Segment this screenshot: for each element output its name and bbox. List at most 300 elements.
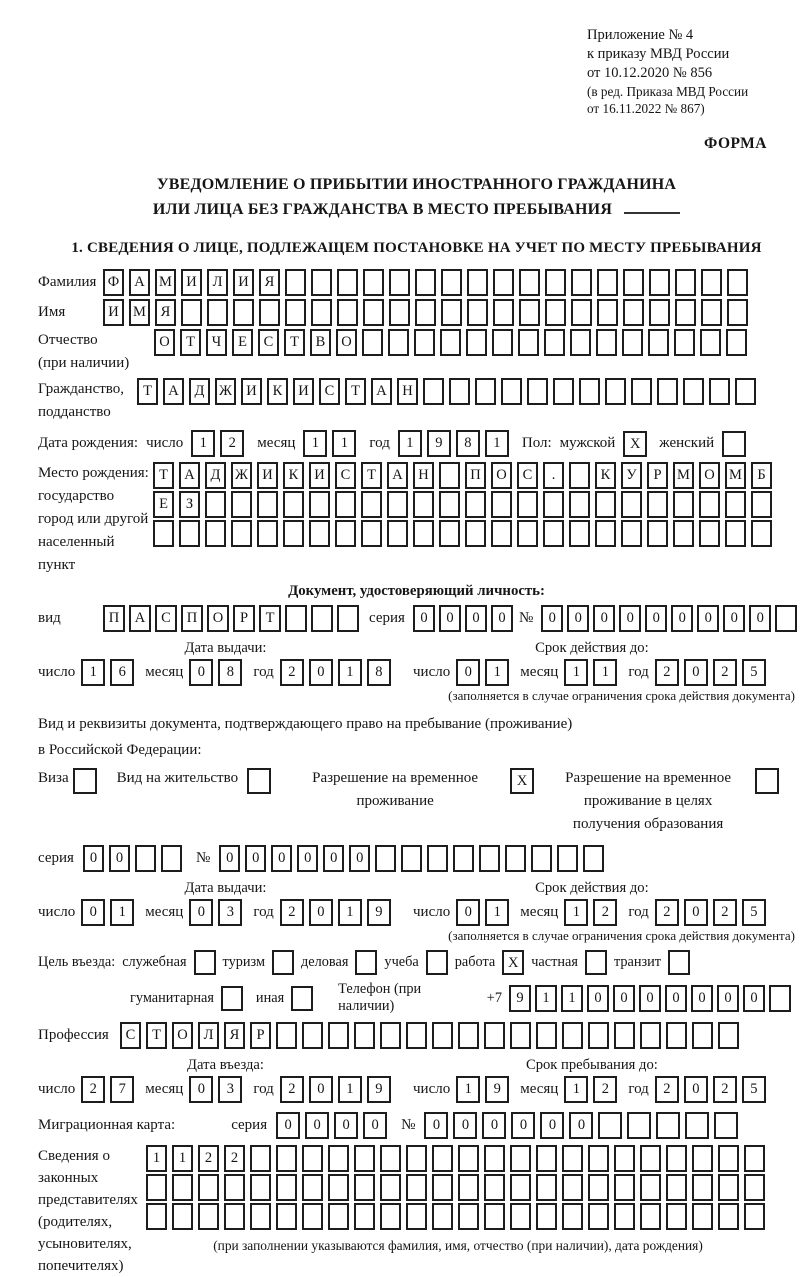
char-cell[interactable] xyxy=(276,1145,297,1172)
visa-checkbox[interactable] xyxy=(73,768,97,794)
char-cell[interactable] xyxy=(640,1145,661,1172)
char-cell[interactable]: 2 xyxy=(220,430,244,457)
char-cell[interactable]: 9 xyxy=(485,1076,509,1103)
char-cell[interactable]: 2 xyxy=(81,1076,105,1103)
char-cell[interactable] xyxy=(614,1022,635,1049)
char-cell[interactable] xyxy=(727,269,748,296)
char-cell[interactable] xyxy=(510,1174,531,1201)
char-cell[interactable]: 1 xyxy=(332,430,356,457)
char-cell[interactable]: 0 xyxy=(424,1112,448,1139)
char-cell[interactable] xyxy=(518,329,539,356)
char-cell[interactable] xyxy=(276,1022,297,1049)
char-cell[interactable] xyxy=(562,1022,583,1049)
char-cell[interactable]: 0 xyxy=(109,845,130,872)
char-cell[interactable] xyxy=(250,1174,271,1201)
char-cell[interactable] xyxy=(545,299,566,326)
purpose-business-checkbox[interactable] xyxy=(355,950,377,975)
char-cell[interactable] xyxy=(354,1145,375,1172)
char-cell[interactable]: 0 xyxy=(276,1112,300,1139)
char-cell[interactable]: С xyxy=(258,329,279,356)
char-cell[interactable] xyxy=(631,378,652,405)
char-cell[interactable] xyxy=(335,491,356,518)
char-cell[interactable]: А xyxy=(163,378,184,405)
char-cell[interactable]: 0 xyxy=(639,985,661,1012)
char-cell[interactable]: 0 xyxy=(684,899,708,926)
char-cell[interactable]: И xyxy=(257,462,278,489)
char-cell[interactable]: 1 xyxy=(191,430,215,457)
char-cell[interactable]: А xyxy=(129,605,151,632)
char-cell[interactable] xyxy=(337,605,359,632)
char-cell[interactable] xyxy=(623,299,644,326)
char-cell[interactable] xyxy=(536,1022,557,1049)
char-cell[interactable] xyxy=(432,1203,453,1230)
char-cell[interactable] xyxy=(337,269,358,296)
char-cell[interactable] xyxy=(146,1174,167,1201)
char-cell[interactable]: П xyxy=(465,462,486,489)
char-cell[interactable] xyxy=(458,1203,479,1230)
char-cell[interactable]: Б xyxy=(751,462,772,489)
blank-underline[interactable] xyxy=(624,199,680,214)
char-cell[interactable] xyxy=(597,299,618,326)
char-cell[interactable] xyxy=(337,299,358,326)
char-cell[interactable] xyxy=(536,1174,557,1201)
char-cell[interactable]: 0 xyxy=(323,845,344,872)
char-cell[interactable] xyxy=(415,299,436,326)
char-cell[interactable]: И xyxy=(233,269,254,296)
char-cell[interactable]: 2 xyxy=(593,1076,617,1103)
char-cell[interactable] xyxy=(484,1145,505,1172)
purpose-official-checkbox[interactable] xyxy=(194,950,216,975)
char-cell[interactable]: 1 xyxy=(564,659,588,686)
char-cell[interactable] xyxy=(718,1174,739,1201)
char-cell[interactable] xyxy=(309,520,330,547)
char-cell[interactable] xyxy=(621,491,642,518)
char-cell[interactable] xyxy=(692,1203,713,1230)
char-cell[interactable]: И xyxy=(181,269,202,296)
char-cell[interactable]: М xyxy=(725,462,746,489)
char-cell[interactable] xyxy=(283,520,304,547)
char-cell[interactable]: 1 xyxy=(303,430,327,457)
char-cell[interactable]: Д xyxy=(205,462,226,489)
char-cell[interactable] xyxy=(569,520,590,547)
char-cell[interactable]: 2 xyxy=(593,899,617,926)
char-cell[interactable] xyxy=(701,299,722,326)
char-cell[interactable] xyxy=(588,1145,609,1172)
char-cell[interactable]: 5 xyxy=(742,899,766,926)
char-cell[interactable]: 1 xyxy=(485,430,509,457)
char-cell[interactable]: Е xyxy=(153,491,174,518)
char-cell[interactable] xyxy=(432,1022,453,1049)
char-cell[interactable] xyxy=(583,845,604,872)
char-cell[interactable]: С xyxy=(517,462,538,489)
char-cell[interactable] xyxy=(718,1022,739,1049)
char-cell[interactable] xyxy=(597,269,618,296)
char-cell[interactable] xyxy=(570,329,591,356)
char-cell[interactable] xyxy=(250,1203,271,1230)
char-cell[interactable]: 9 xyxy=(367,899,391,926)
char-cell[interactable] xyxy=(224,1174,245,1201)
char-cell[interactable]: 1 xyxy=(398,430,422,457)
char-cell[interactable]: С xyxy=(120,1022,141,1049)
char-cell[interactable] xyxy=(666,1203,687,1230)
char-cell[interactable] xyxy=(545,269,566,296)
char-cell[interactable] xyxy=(439,520,460,547)
char-cell[interactable] xyxy=(718,1203,739,1230)
char-cell[interactable] xyxy=(493,269,514,296)
char-cell[interactable] xyxy=(505,845,526,872)
char-cell[interactable] xyxy=(224,1203,245,1230)
char-cell[interactable] xyxy=(510,1022,531,1049)
char-cell[interactable]: А xyxy=(387,462,408,489)
char-cell[interactable] xyxy=(205,520,226,547)
char-cell[interactable] xyxy=(517,520,538,547)
char-cell[interactable] xyxy=(440,329,461,356)
char-cell[interactable] xyxy=(595,491,616,518)
char-cell[interactable] xyxy=(484,1022,505,1049)
char-cell[interactable]: Ж xyxy=(231,462,252,489)
char-cell[interactable]: В xyxy=(310,329,331,356)
char-cell[interactable] xyxy=(595,520,616,547)
char-cell[interactable]: 1 xyxy=(338,659,362,686)
char-cell[interactable]: 0 xyxy=(567,605,589,632)
female-checkbox[interactable] xyxy=(722,431,746,457)
char-cell[interactable] xyxy=(544,329,565,356)
char-cell[interactable]: М xyxy=(129,299,150,326)
char-cell[interactable] xyxy=(744,1145,765,1172)
char-cell[interactable] xyxy=(596,329,617,356)
char-cell[interactable] xyxy=(517,491,538,518)
char-cell[interactable]: С xyxy=(335,462,356,489)
char-cell[interactable] xyxy=(510,1145,531,1172)
char-cell[interactable] xyxy=(363,299,384,326)
char-cell[interactable] xyxy=(439,491,460,518)
char-cell[interactable] xyxy=(614,1145,635,1172)
char-cell[interactable] xyxy=(484,1203,505,1230)
char-cell[interactable] xyxy=(276,1203,297,1230)
char-cell[interactable] xyxy=(673,491,694,518)
char-cell[interactable] xyxy=(673,520,694,547)
char-cell[interactable]: 0 xyxy=(453,1112,477,1139)
char-cell[interactable] xyxy=(536,1145,557,1172)
char-cell[interactable] xyxy=(146,1203,167,1230)
char-cell[interactable] xyxy=(413,491,434,518)
char-cell[interactable]: 0 xyxy=(465,605,487,632)
char-cell[interactable] xyxy=(233,299,254,326)
char-cell[interactable] xyxy=(492,329,513,356)
char-cell[interactable] xyxy=(389,299,410,326)
char-cell[interactable]: Д xyxy=(189,378,210,405)
char-cell[interactable]: М xyxy=(673,462,694,489)
char-cell[interactable] xyxy=(328,1203,349,1230)
char-cell[interactable]: Н xyxy=(413,462,434,489)
char-cell[interactable] xyxy=(666,1174,687,1201)
char-cell[interactable]: М xyxy=(155,269,176,296)
char-cell[interactable] xyxy=(614,1203,635,1230)
purpose-private-checkbox[interactable] xyxy=(585,950,607,975)
char-cell[interactable] xyxy=(250,1145,271,1172)
char-cell[interactable]: Я xyxy=(259,269,280,296)
char-cell[interactable] xyxy=(718,1145,739,1172)
char-cell[interactable]: 1 xyxy=(561,985,583,1012)
char-cell[interactable]: 1 xyxy=(338,899,362,926)
char-cell[interactable]: 0 xyxy=(569,1112,593,1139)
char-cell[interactable] xyxy=(354,1022,375,1049)
char-cell[interactable] xyxy=(510,1203,531,1230)
char-cell[interactable] xyxy=(614,1174,635,1201)
char-cell[interactable]: 2 xyxy=(198,1145,219,1172)
char-cell[interactable]: 1 xyxy=(564,899,588,926)
char-cell[interactable] xyxy=(569,462,590,489)
char-cell[interactable] xyxy=(309,491,330,518)
char-cell[interactable]: С xyxy=(155,605,177,632)
char-cell[interactable] xyxy=(427,845,448,872)
char-cell[interactable] xyxy=(257,520,278,547)
char-cell[interactable] xyxy=(725,491,746,518)
char-cell[interactable] xyxy=(441,269,462,296)
char-cell[interactable]: Е xyxy=(232,329,253,356)
char-cell[interactable] xyxy=(479,845,500,872)
char-cell[interactable]: 1 xyxy=(110,899,134,926)
char-cell[interactable]: 5 xyxy=(742,659,766,686)
char-cell[interactable] xyxy=(198,1174,219,1201)
char-cell[interactable]: 0 xyxy=(684,1076,708,1103)
char-cell[interactable] xyxy=(553,378,574,405)
char-cell[interactable] xyxy=(536,1203,557,1230)
char-cell[interactable]: 0 xyxy=(613,985,635,1012)
purpose-tourism-checkbox[interactable] xyxy=(272,950,294,975)
char-cell[interactable] xyxy=(543,491,564,518)
char-cell[interactable]: Т xyxy=(180,329,201,356)
char-cell[interactable] xyxy=(458,1174,479,1201)
char-cell[interactable] xyxy=(491,491,512,518)
char-cell[interactable]: 0 xyxy=(511,1112,535,1139)
char-cell[interactable] xyxy=(605,378,626,405)
char-cell[interactable]: 0 xyxy=(189,659,213,686)
char-cell[interactable] xyxy=(727,299,748,326)
char-cell[interactable] xyxy=(302,1203,323,1230)
char-cell[interactable]: Я xyxy=(224,1022,245,1049)
char-cell[interactable] xyxy=(285,269,306,296)
char-cell[interactable]: 0 xyxy=(309,659,333,686)
char-cell[interactable]: Т xyxy=(284,329,305,356)
char-cell[interactable]: 2 xyxy=(224,1145,245,1172)
char-cell[interactable] xyxy=(699,520,720,547)
char-cell[interactable]: 0 xyxy=(189,899,213,926)
char-cell[interactable]: К xyxy=(283,462,304,489)
char-cell[interactable]: 1 xyxy=(564,1076,588,1103)
char-cell[interactable] xyxy=(725,520,746,547)
char-cell[interactable] xyxy=(562,1174,583,1201)
char-cell[interactable]: 0 xyxy=(297,845,318,872)
char-cell[interactable] xyxy=(484,1174,505,1201)
char-cell[interactable] xyxy=(519,269,540,296)
char-cell[interactable]: 0 xyxy=(83,845,104,872)
char-cell[interactable] xyxy=(257,491,278,518)
char-cell[interactable] xyxy=(387,520,408,547)
char-cell[interactable] xyxy=(569,491,590,518)
char-cell[interactable]: 2 xyxy=(280,1076,304,1103)
char-cell[interactable] xyxy=(622,329,643,356)
char-cell[interactable] xyxy=(415,269,436,296)
char-cell[interactable] xyxy=(302,1145,323,1172)
char-cell[interactable] xyxy=(683,378,704,405)
char-cell[interactable]: Н xyxy=(397,378,418,405)
char-cell[interactable]: О xyxy=(154,329,175,356)
char-cell[interactable] xyxy=(640,1203,661,1230)
char-cell[interactable]: 2 xyxy=(280,899,304,926)
char-cell[interactable]: 1 xyxy=(456,1076,480,1103)
char-cell[interactable] xyxy=(387,491,408,518)
char-cell[interactable] xyxy=(685,1112,709,1139)
char-cell[interactable]: Р xyxy=(233,605,255,632)
char-cell[interactable] xyxy=(181,299,202,326)
temporary-residence-checkbox[interactable]: X xyxy=(510,768,534,794)
char-cell[interactable] xyxy=(375,845,396,872)
char-cell[interactable]: 2 xyxy=(713,899,737,926)
char-cell[interactable]: . xyxy=(543,462,564,489)
char-cell[interactable]: Т xyxy=(146,1022,167,1049)
char-cell[interactable] xyxy=(527,378,548,405)
char-cell[interactable]: 2 xyxy=(655,1076,679,1103)
char-cell[interactable]: 9 xyxy=(509,985,531,1012)
char-cell[interactable]: Ч xyxy=(206,329,227,356)
char-cell[interactable]: 0 xyxy=(439,605,461,632)
char-cell[interactable] xyxy=(328,1145,349,1172)
char-cell[interactable] xyxy=(491,520,512,547)
char-cell[interactable]: А xyxy=(371,378,392,405)
char-cell[interactable]: 1 xyxy=(146,1145,167,1172)
char-cell[interactable] xyxy=(362,329,383,356)
char-cell[interactable] xyxy=(283,491,304,518)
char-cell[interactable] xyxy=(467,269,488,296)
char-cell[interactable]: 0 xyxy=(619,605,641,632)
char-cell[interactable]: 0 xyxy=(671,605,693,632)
char-cell[interactable] xyxy=(179,520,200,547)
char-cell[interactable] xyxy=(423,378,444,405)
char-cell[interactable] xyxy=(649,269,670,296)
char-cell[interactable] xyxy=(311,299,332,326)
char-cell[interactable]: И xyxy=(309,462,330,489)
char-cell[interactable]: Т xyxy=(361,462,382,489)
char-cell[interactable] xyxy=(769,985,791,1012)
char-cell[interactable] xyxy=(519,299,540,326)
char-cell[interactable]: Т xyxy=(259,605,281,632)
char-cell[interactable] xyxy=(453,845,474,872)
char-cell[interactable]: О xyxy=(336,329,357,356)
char-cell[interactable] xyxy=(205,491,226,518)
char-cell[interactable] xyxy=(656,1112,680,1139)
char-cell[interactable] xyxy=(647,491,668,518)
char-cell[interactable]: А xyxy=(179,462,200,489)
char-cell[interactable] xyxy=(467,299,488,326)
char-cell[interactable] xyxy=(692,1022,713,1049)
char-cell[interactable]: И xyxy=(241,378,262,405)
char-cell[interactable]: 0 xyxy=(456,899,480,926)
char-cell[interactable]: 2 xyxy=(655,659,679,686)
char-cell[interactable] xyxy=(458,1022,479,1049)
char-cell[interactable] xyxy=(666,1022,687,1049)
char-cell[interactable] xyxy=(361,491,382,518)
char-cell[interactable] xyxy=(465,520,486,547)
char-cell[interactable] xyxy=(380,1203,401,1230)
char-cell[interactable] xyxy=(207,299,228,326)
char-cell[interactable] xyxy=(579,378,600,405)
char-cell[interactable]: 0 xyxy=(81,899,105,926)
char-cell[interactable] xyxy=(571,299,592,326)
char-cell[interactable]: 2 xyxy=(713,1076,737,1103)
char-cell[interactable] xyxy=(621,520,642,547)
char-cell[interactable] xyxy=(775,605,797,632)
char-cell[interactable] xyxy=(493,299,514,326)
char-cell[interactable]: 0 xyxy=(482,1112,506,1139)
char-cell[interactable]: И xyxy=(103,299,124,326)
char-cell[interactable] xyxy=(709,378,730,405)
char-cell[interactable]: О xyxy=(172,1022,193,1049)
char-cell[interactable]: 2 xyxy=(713,659,737,686)
char-cell[interactable] xyxy=(557,845,578,872)
char-cell[interactable]: 0 xyxy=(697,605,719,632)
char-cell[interactable]: К xyxy=(595,462,616,489)
char-cell[interactable] xyxy=(726,329,747,356)
char-cell[interactable] xyxy=(751,520,772,547)
char-cell[interactable] xyxy=(328,1174,349,1201)
char-cell[interactable] xyxy=(380,1174,401,1201)
char-cell[interactable]: 5 xyxy=(742,1076,766,1103)
char-cell[interactable]: 0 xyxy=(717,985,739,1012)
char-cell[interactable] xyxy=(501,378,522,405)
char-cell[interactable] xyxy=(588,1174,609,1201)
char-cell[interactable]: Р xyxy=(250,1022,271,1049)
char-cell[interactable] xyxy=(285,299,306,326)
char-cell[interactable] xyxy=(744,1203,765,1230)
char-cell[interactable] xyxy=(674,329,695,356)
char-cell[interactable]: 7 xyxy=(110,1076,134,1103)
char-cell[interactable]: Л xyxy=(198,1022,219,1049)
char-cell[interactable] xyxy=(432,1174,453,1201)
char-cell[interactable] xyxy=(328,1022,349,1049)
char-cell[interactable]: 0 xyxy=(245,845,266,872)
char-cell[interactable] xyxy=(640,1174,661,1201)
char-cell[interactable]: 8 xyxy=(456,430,480,457)
char-cell[interactable]: 0 xyxy=(305,1112,329,1139)
char-cell[interactable] xyxy=(714,1112,738,1139)
purpose-other-checkbox[interactable] xyxy=(291,986,313,1011)
char-cell[interactable] xyxy=(231,491,252,518)
char-cell[interactable]: Т xyxy=(137,378,158,405)
char-cell[interactable]: 0 xyxy=(413,605,435,632)
char-cell[interactable] xyxy=(562,1203,583,1230)
char-cell[interactable] xyxy=(475,378,496,405)
char-cell[interactable]: 3 xyxy=(218,899,242,926)
char-cell[interactable] xyxy=(285,605,307,632)
char-cell[interactable]: 0 xyxy=(587,985,609,1012)
purpose-work-checkbox[interactable]: X xyxy=(502,950,524,975)
char-cell[interactable] xyxy=(598,1112,622,1139)
char-cell[interactable] xyxy=(543,520,564,547)
char-cell[interactable] xyxy=(458,1145,479,1172)
char-cell[interactable] xyxy=(311,605,333,632)
char-cell[interactable] xyxy=(675,299,696,326)
char-cell[interactable] xyxy=(231,520,252,547)
char-cell[interactable] xyxy=(751,491,772,518)
char-cell[interactable] xyxy=(388,329,409,356)
char-cell[interactable]: 8 xyxy=(218,659,242,686)
char-cell[interactable] xyxy=(198,1203,219,1230)
char-cell[interactable]: 9 xyxy=(427,430,451,457)
purpose-study-checkbox[interactable] xyxy=(426,950,448,975)
char-cell[interactable] xyxy=(363,269,384,296)
char-cell[interactable] xyxy=(135,845,156,872)
